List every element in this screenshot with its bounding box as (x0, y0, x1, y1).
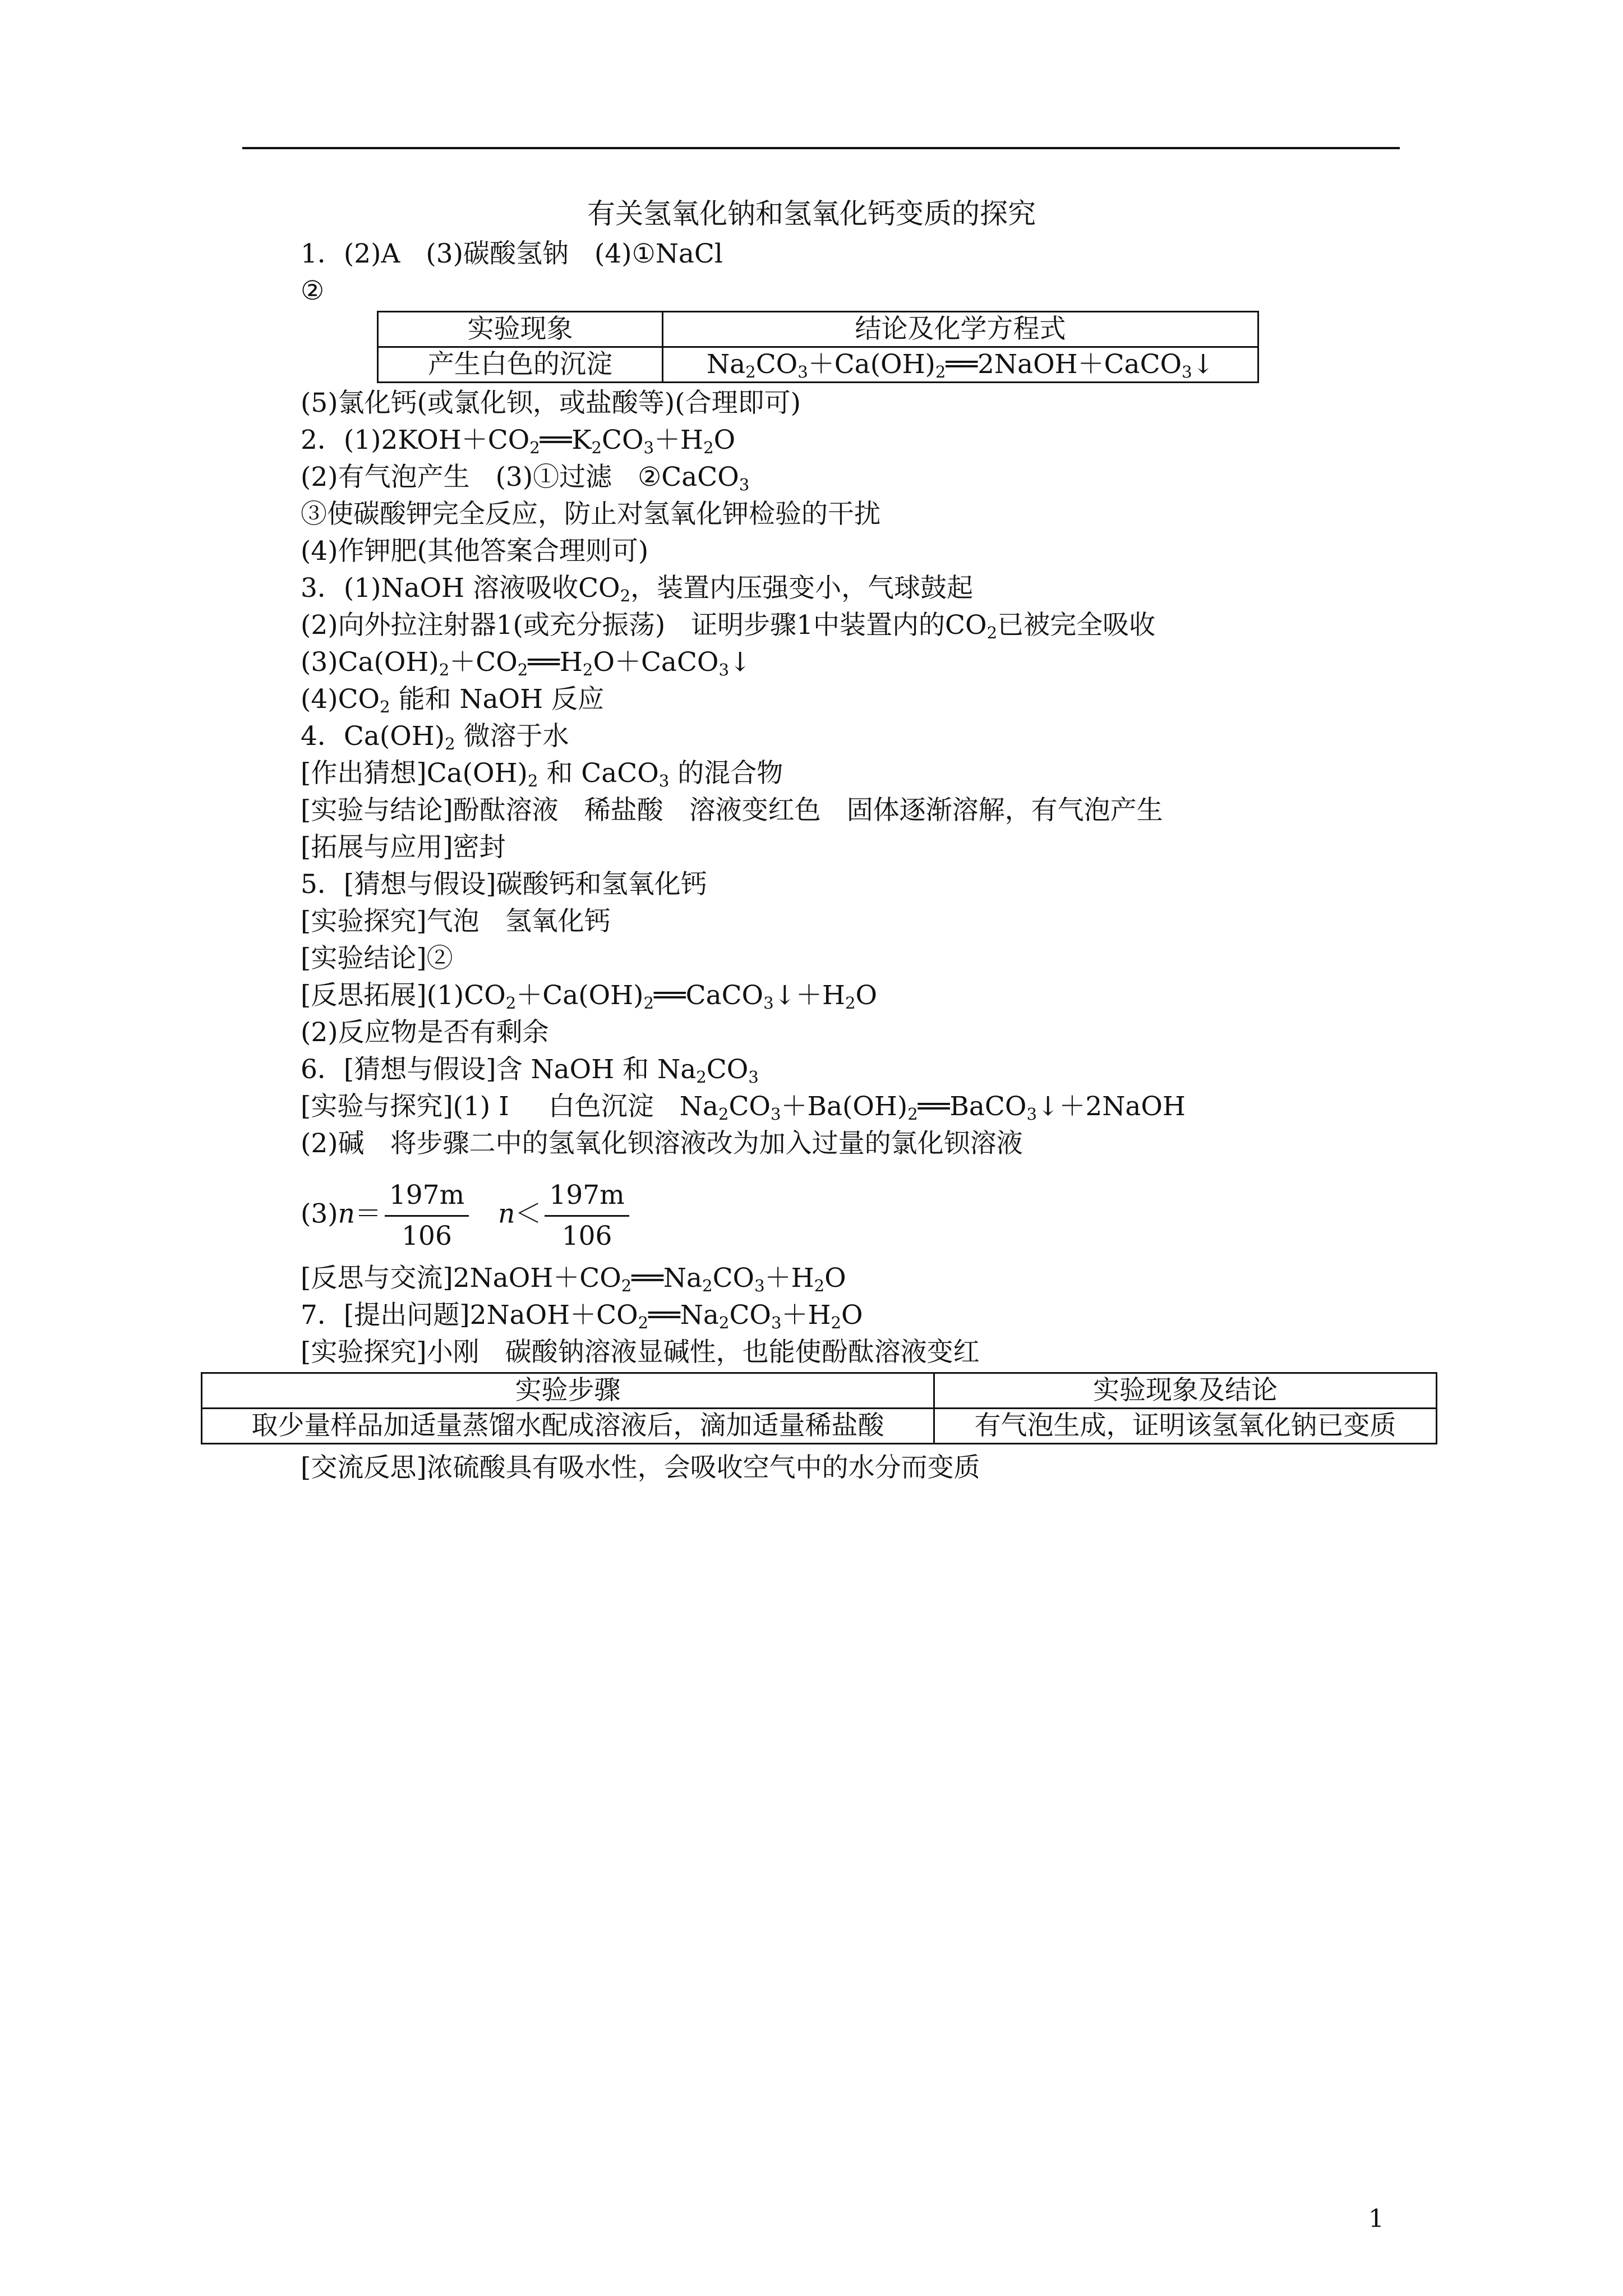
q6-fraction-line: (3)n＝ $\frac{197m}{106}$ n＜ $\frac{197m}{106}$ (301, 1176, 633, 1256)
q2-line-4: ③使碳酸钾完全反应，防止对氢氧化钾检验的干扰 (301, 499, 880, 530)
q5-line-3: [实验结论]② (301, 943, 453, 974)
q1-line-1: 1．(2)A (3)碳酸氢钠 (4)①NaCl (301, 238, 723, 269)
q6-line-2: [实验与探究](1) Ⅰ 白色沉淀 $Na_2CO_3+Ba(OH)_2══BaCO_3↓+2NaOH$ (301, 1091, 1186, 1124)
q6-equation-line: [反思与交流]$2NaOH+CO_2══Na_2CO_3+H_2O$ (301, 1263, 846, 1296)
q1-marker: ② (301, 275, 325, 306)
q7-equation-line: 7．[提出问题]$2NaOH+CO_2══Na_2CO_3+H_2O$ (301, 1300, 863, 1333)
q2-line-5: (4)作钾肥(其他答案合理则可) (301, 536, 649, 567)
table-cell-equation: $Na_2CO_3+Ca(OH)_2══2NaOH+CaCO_3↓$ (663, 347, 1258, 383)
q5-equation-line: [反思拓展]$(1)CO_2+Ca(OH)_2══CaCO_3↓+H_2O$ (301, 980, 878, 1013)
q4-extension-line: [拓展与应用]密封 (301, 832, 506, 863)
table-cell: 产生白色的沉淀 (378, 347, 663, 383)
table-cell: 取少量样品加适量蒸馏水配成溶液后，滴加适量稀盐酸 (202, 1409, 934, 1444)
q5-line-1: 5．[猜想与假设]碳酸钙和氢氧化钙 (301, 869, 707, 900)
q1-result-table (377, 311, 1259, 383)
q4-experiment-line: [实验与结论]酚酞溶液 稀盐酸 溶液变红色 固体逐渐溶解，有气泡产生 (301, 795, 1163, 826)
q7-line-3: [交流反思]浓硫酸具有吸水性，会吸收空气中的水分而变质 (301, 1452, 980, 1483)
document-title: 有关氢氧化钠和氢氧化钙变质的探究 (587, 197, 1036, 230)
fraction: $\frac{197m}{106}$ (385, 1176, 469, 1256)
table-header: 结论及化学方程式 (663, 312, 1258, 347)
table-header: 实验现象及结论 (934, 1373, 1437, 1409)
q3-line-4: $(4)CO_2$ 能和 NaOH 反应 (301, 684, 605, 717)
q5-line-5: (2)反应物是否有剩余 (301, 1017, 549, 1048)
q7-line-2: [实验探究]小刚 碳酸钠溶液显碱性，也能使酚酞溶液变红 (301, 1337, 980, 1368)
q3-line-2: (2)向外拉注射器1(或充分振荡) 证明步骤1中装置内的$CO_2$已被完全吸收 (301, 610, 1156, 643)
q3-equation-line: $(3)Ca(OH)_2+CO_2══H_2O+CaCO_3↓$ (301, 647, 751, 680)
header-rule (242, 147, 1400, 149)
table-cell: 有气泡生成，证明该氢氧化钠已变质 (934, 1409, 1437, 1444)
q7-experiment-table (201, 1372, 1437, 1444)
q4-guess-line: [作出猜想]$Ca(OH)_2$ 和 CaCO$_3$ 的混合物 (301, 758, 783, 791)
table-header: 实验步骤 (202, 1373, 934, 1409)
q2-line-3: (2)有气泡产生 (3)①过滤 ②CaCO$_3$ (301, 462, 750, 495)
q6-line-3: (2)碱 将步骤二中的氢氧化钡溶液改为加入过量的氯化钡溶液 (301, 1128, 1023, 1159)
page-number: 1 (1368, 2205, 1384, 2233)
q4-line-1: 4．$Ca(OH)_2$ 微溶于水 (301, 721, 569, 754)
q5-line-2: [实验探究]气泡 氢氧化钙 (301, 906, 611, 937)
q3-line-1: 3．(1)NaOH 溶液吸收$CO_2$，装置内压强变小，气球鼓起 (301, 573, 974, 606)
fraction: $\frac{197m}{106}$ (545, 1176, 629, 1256)
table-header: 实验现象 (378, 312, 663, 347)
q6-line-1: 6．[猜想与假设]含 NaOH 和 $Na_2CO_3$ (301, 1054, 759, 1087)
q2-equation-line: 2．$(1)2KOH+CO_2══K_2CO_3+H_2O$ (301, 425, 736, 458)
q1-line-5: (5)氯化钙(或氯化钡，或盐酸等)(合理即可) (301, 388, 801, 418)
